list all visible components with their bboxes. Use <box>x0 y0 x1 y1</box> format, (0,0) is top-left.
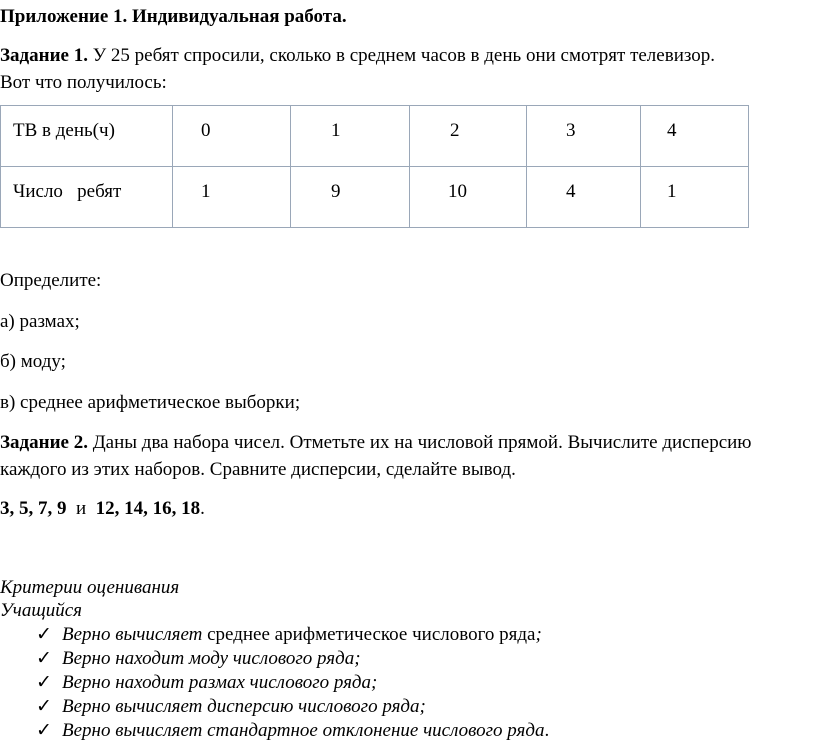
number-sets <box>0 498 205 520</box>
checkmark-icon: ✓ <box>36 672 52 693</box>
criteria-subtitle: Учащийся <box>0 600 82 621</box>
task1-text-line2: Вот что получилось: <box>0 72 167 93</box>
criteria-item-tail: . <box>544 720 550 741</box>
criteria-item <box>36 672 377 694</box>
set-one: 3, 5, 7, 9 <box>0 498 67 519</box>
table-cell: 0 <box>173 106 291 167</box>
table-cell: 10 <box>410 167 527 228</box>
checkmark-icon: ✓ <box>36 648 52 669</box>
table-cell: ТВ в день(ч) <box>1 106 173 167</box>
table-row <box>1 106 749 167</box>
task1-label: Задание 1. <box>0 45 88 66</box>
criteria-title: Критерии оценивания <box>0 577 180 598</box>
tv-hours-table <box>0 105 749 228</box>
checkmark-icon: ✓ <box>36 696 52 717</box>
criteria-item <box>36 648 361 670</box>
criteria-item <box>36 624 542 646</box>
task1-text: У 25 ребят спросили, сколько в среднем часов в день они смотрят телевизор. <box>87 45 716 66</box>
task1-item-c: в) среднее арифметическое выборки; <box>0 392 301 413</box>
table-row <box>1 167 749 228</box>
task1-item-b: б) моду; <box>0 351 66 372</box>
table-cell: 4 <box>641 106 749 167</box>
criteria-item-italic: Верно вычисляет стандартное отклонение числового ряда <box>62 720 545 741</box>
criteria-item-italic: Верно находит моду числового ряда; <box>62 648 361 669</box>
task1-text-line1 <box>0 45 715 67</box>
task2-text: Даны два набора чисел. Отметьте их на числовой прямой. Вычислите дисперсию <box>87 432 752 453</box>
table-cell: 3 <box>527 106 641 167</box>
criteria-item <box>36 720 549 742</box>
criteria-item-italic: Верно вычисляет дисперсию числового ряда; <box>62 696 426 717</box>
table-cell: Число ребят <box>1 167 173 228</box>
task2-text-line2: каждого из этих наборов. Сравните дисперсии, сделайте вывод. <box>0 459 516 480</box>
criteria-item-tail: ; <box>535 624 542 645</box>
table-cell: 1 <box>641 167 749 228</box>
and-word: и <box>76 498 87 519</box>
checkmark-icon: ✓ <box>36 720 52 741</box>
task2-text-line1 <box>0 432 752 454</box>
criteria-item-italic: Верно находит размах числового ряда; <box>62 672 378 693</box>
table-cell: 1 <box>291 106 410 167</box>
table-cell: 9 <box>291 167 410 228</box>
table-cell: 4 <box>527 167 641 228</box>
page-heading: Приложение 1. Индивидуальная работа. <box>0 6 347 27</box>
set-two: 12, 14, 16, 18 <box>95 498 201 519</box>
set-period: . <box>200 498 205 519</box>
table-cell: 1 <box>173 167 291 228</box>
table-cell: 2 <box>410 106 527 167</box>
criteria-item <box>36 696 426 718</box>
checkmark-icon: ✓ <box>36 624 52 645</box>
task2-label: Задание 2. <box>0 432 88 453</box>
task1-item-a: а) размах; <box>0 311 80 332</box>
determine-label: Определите: <box>0 270 102 291</box>
criteria-item-normal: среднее арифметическое числового ряда <box>202 624 536 645</box>
criteria-item-italic: Верно вычисляет <box>62 624 203 645</box>
